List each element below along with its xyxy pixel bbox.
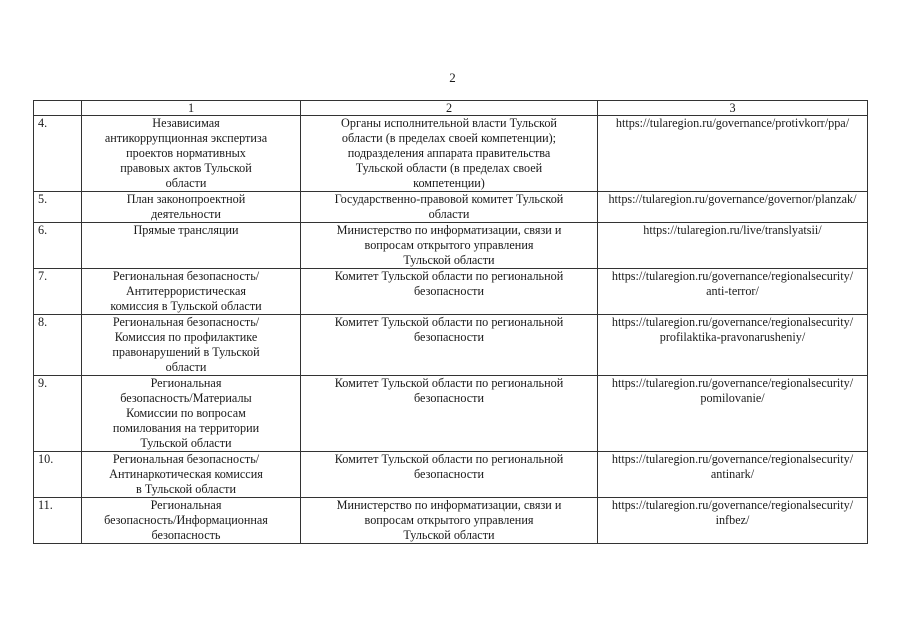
section-name-line: Региональная безопасность/: [112, 315, 260, 329]
url-cell: [598, 269, 868, 315]
section-name-cell: [82, 116, 301, 192]
row-number: 9.: [34, 376, 82, 452]
section-name-line: антикоррупционная экспертиза: [104, 131, 268, 145]
table-row: [34, 192, 868, 223]
section-name-line: безопасность/Материалы: [120, 391, 252, 405]
responsible-body-line: Комитет Тульской области по региональной: [334, 452, 564, 466]
responsible-body-line: безопасности: [414, 391, 484, 405]
url-line: anti-terror/: [706, 284, 759, 298]
url-cell: [598, 192, 868, 223]
url-line: https://tularegion.ru/governance/regionalsecurity/: [611, 376, 854, 390]
responsible-body-line: Тульской области (в пределах своей: [355, 161, 543, 175]
url-line: infbez/: [715, 513, 750, 527]
responsible-body-line: компетенции): [413, 176, 485, 190]
row-number: 4.: [34, 116, 82, 192]
table-row: [34, 269, 868, 315]
row-number: 7.: [34, 269, 82, 315]
section-name-cell: [82, 315, 301, 376]
responsible-body-line: безопасности: [414, 330, 484, 344]
responsible-body-line: области (в пределах своей компетенции);: [341, 131, 557, 145]
section-name-line: области: [165, 360, 207, 374]
section-name-line: План законопроектной: [126, 192, 246, 206]
url-line: https://tularegion.ru/live/translyatsii/: [643, 223, 822, 237]
responsible-body-line: безопасности: [414, 284, 484, 298]
page-number: 2: [449, 70, 456, 85]
row-number: 5.: [34, 192, 82, 223]
responsible-body-line: Комитет Тульской области по региональной: [334, 269, 564, 283]
header-cell-2: 2: [301, 101, 598, 116]
responsible-body-line: Государственно-правовой комитет Тульской: [334, 192, 564, 206]
responsible-body-line: вопросам открытого управления: [364, 513, 534, 527]
section-name-cell: [82, 192, 301, 223]
section-name-cell: [82, 269, 301, 315]
section-name-cell: [82, 452, 301, 498]
section-name-line: правовых актов Тульской: [120, 161, 252, 175]
section-name-line: Региональная безопасность/: [112, 269, 260, 283]
url-cell: [598, 452, 868, 498]
responsible-body-line: области: [428, 207, 470, 221]
row-number: 11.: [34, 498, 82, 544]
section-name-line: области: [165, 176, 207, 190]
responsible-body-line: Тульской области: [403, 528, 495, 542]
section-name-line: Независимая: [152, 116, 220, 130]
url-cell: [598, 223, 868, 269]
url-cell: [598, 315, 868, 376]
url-line: https://tularegion.ru/governance/governor/planzak/: [608, 192, 857, 206]
responsible-body-line: Министерство по информатизации, связи и: [336, 498, 562, 512]
responsible-body-cell: [301, 269, 598, 315]
url-line: https://tularegion.ru/governance/regionalsecurity/: [611, 498, 854, 512]
section-name-line: безопасность/Информационная: [104, 513, 268, 527]
table-row: [34, 452, 868, 498]
header-cell-blank: [34, 101, 82, 116]
responsible-body-cell: [301, 498, 598, 544]
url-line: pomilovanie/: [700, 391, 765, 405]
row-number: 10.: [34, 452, 82, 498]
responsible-body-line: Тульской области: [403, 253, 495, 267]
section-name-line: безопасность: [151, 528, 221, 542]
section-name-line: правонарушений в Тульской: [112, 345, 260, 359]
section-name-line: комиссия в Тульской области: [110, 299, 262, 313]
url-line: profilaktika-pravonarusheniy/: [659, 330, 806, 344]
section-name-line: Региональная безопасность/: [112, 452, 260, 466]
table-row: [34, 116, 868, 192]
section-name-line: Антитеррористическая: [125, 284, 247, 298]
responsible-body-cell: [301, 223, 598, 269]
section-name-line: помилования на территории: [112, 421, 260, 435]
row-number: 8.: [34, 315, 82, 376]
table-row: [34, 376, 868, 452]
responsible-body-cell: [301, 192, 598, 223]
responsible-body-line: вопросам открытого управления: [364, 238, 534, 252]
responsible-body-cell: [301, 315, 598, 376]
document-table: [33, 100, 868, 544]
responsible-body-cell: [301, 452, 598, 498]
url-line: https://tularegion.ru/governance/protivkorr/ppa/: [615, 116, 850, 130]
section-name-cell: [82, 376, 301, 452]
section-name-line: деятельности: [151, 207, 221, 221]
section-name-line: Региональная: [150, 498, 222, 512]
section-name-line: Комиссии по вопросам: [126, 406, 246, 420]
responsible-body-line: Комитет Тульской области по региональной: [334, 376, 564, 390]
table-row: [34, 223, 868, 269]
responsible-body-cell: [301, 116, 598, 192]
table-header-row: [34, 101, 868, 116]
url-line: https://tularegion.ru/governance/regionalsecurity/: [611, 269, 854, 283]
url-cell: [598, 498, 868, 544]
section-name-cell: [82, 498, 301, 544]
section-name-line: Региональная: [150, 376, 222, 390]
table-row: [34, 498, 868, 544]
responsible-body-cell: [301, 376, 598, 452]
row-number: 6.: [34, 223, 82, 269]
responsible-body-line: Министерство по информатизации, связи и: [336, 223, 562, 237]
section-name-line: в Тульской области: [136, 482, 236, 496]
header-cell-1: 1: [82, 101, 301, 116]
url-line: antinark/: [710, 467, 755, 481]
url-cell: [598, 116, 868, 192]
section-name-line: проектов нормативных: [126, 146, 246, 160]
section-name-line: Прямые трансляции: [133, 223, 239, 237]
section-name-line: Тульской области: [140, 436, 232, 450]
url-line: https://tularegion.ru/governance/regionalsecurity/: [611, 315, 854, 329]
url-cell: [598, 376, 868, 452]
section-name-line: Комиссия по профилактике: [114, 330, 258, 344]
table-row: [34, 315, 868, 376]
section-name-cell: [82, 223, 301, 269]
responsible-body-line: безопасности: [414, 467, 484, 481]
responsible-body-line: Органы исполнительной власти Тульской: [341, 116, 557, 130]
section-name-line: Антинаркотическая комиссия: [109, 467, 263, 481]
responsible-body-line: подразделения аппарата правительства: [347, 146, 551, 160]
responsible-body-line: Комитет Тульской области по региональной: [334, 315, 564, 329]
header-cell-3: 3: [598, 101, 868, 116]
url-line: https://tularegion.ru/governance/regionalsecurity/: [611, 452, 854, 466]
